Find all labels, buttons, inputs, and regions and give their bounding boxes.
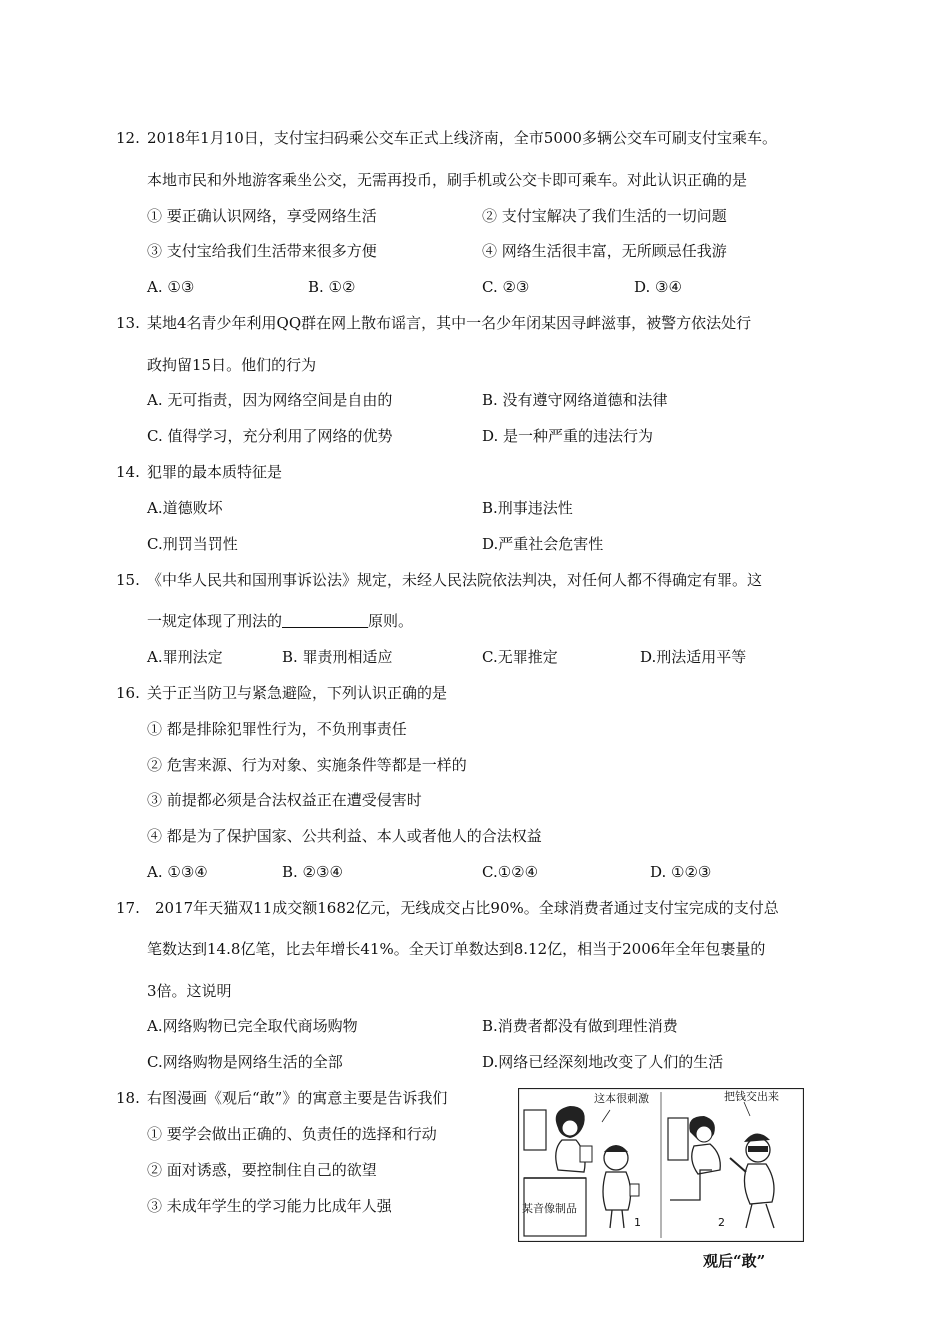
q15-option-d: D.刑法适用平等	[640, 648, 747, 666]
panel-number-2: 2	[718, 1216, 725, 1229]
q12-stem-line1: 2018年1月10日，支付宝扫码乘公交车正式上线济南，全市5000多辆公交车可刷支付宝乘车。	[147, 129, 777, 147]
q16-option-b: B. ②③④	[282, 863, 343, 881]
q15-stem-line1: 《中华人民共和国刑事诉讼法》规定，未经人民法院依法判决，对任何人都不得确定有罪。这	[147, 571, 763, 589]
q12-option-b: B. ①②	[308, 278, 356, 296]
q12-option-a: A. ①③	[147, 278, 195, 296]
q13-option-b: B. 没有遵守网络道德和法律	[482, 391, 668, 409]
q18-statement-1: ① 要学会做出正确的、负责任的选择和行动	[147, 1125, 437, 1143]
panel-number-1: 1	[634, 1216, 641, 1229]
cartoon-caption: 观后“敢”	[703, 1252, 766, 1270]
q18-statement-2: ② 面对诱惑，要控制住自己的欲望	[147, 1161, 377, 1179]
q14-option-d: D.严重社会危害性	[482, 535, 604, 553]
q16-number: 16.	[116, 684, 140, 702]
q17-number: 17.	[116, 899, 140, 917]
q12-statement-4: ④ 网络生活很丰富，无所顾忌任我游	[482, 242, 727, 260]
q12-option-c: C. ②③	[482, 278, 530, 296]
q16-stem: 关于正当防卫与紧急避险，下列认识正确的是	[147, 684, 448, 702]
q12-option-d: D. ③④	[634, 278, 682, 296]
q17-option-c: C.网络购物是网络生活的全部	[147, 1053, 343, 1071]
q15-number: 15.	[116, 571, 140, 589]
q16-statement-1: ① 都是排除犯罪性行为，不负刑事责任	[147, 720, 407, 738]
q13-option-a: A. 无可指责，因为网络空间是自由的	[147, 391, 393, 409]
q13-option-d: D. 是一种严重的违法行为	[482, 427, 654, 445]
q12-stem-line2: 本地市民和外地游客乘坐公交，无需再投币，刷手机或公交卡即可乘车。对此认识正确的是	[147, 171, 748, 189]
q12-number: 12.	[116, 129, 140, 147]
fill-in-blank	[282, 613, 368, 628]
q14-number: 14.	[116, 463, 140, 481]
q16-statement-2: ② 危害来源、行为对象、实施条件等都是一样的	[147, 756, 467, 774]
q17-stem-line2: 笔数达到14.8亿笔，比去年增长41%。全天订单数达到8.12亿，相当于2006年全年包裹量的	[147, 940, 766, 958]
q16-option-a: A. ①③④	[147, 863, 208, 881]
q16-option-c: C.①②④	[482, 863, 539, 881]
q12-statement-3: ③ 支付宝给我们生活带来很多方便	[147, 242, 377, 260]
q17-stem-line3: 3倍。这说明	[147, 982, 232, 1000]
shop-sign: 某音像制品	[522, 1202, 577, 1215]
q18-statement-3: ③ 未成年学生的学习能力比成年人强	[147, 1197, 392, 1215]
q15-stem-line2-after: 原则。	[368, 612, 414, 630]
q15-stem-line2-before: 一规定体现了刑法的	[147, 612, 283, 630]
q15-option-a: A.罪刑法定	[147, 648, 223, 666]
q14-option-a: A.道德败坏	[147, 499, 223, 517]
q14-stem: 犯罪的最本质特征是	[147, 463, 283, 481]
cartoon-illustration	[518, 1088, 804, 1242]
q12-statement-2: ② 支付宝解决了我们生活的一切问题	[482, 207, 727, 225]
q14-option-b: B.刑事违法性	[482, 499, 573, 517]
q16-statement-4: ④ 都是为了保护国家、公共利益、本人或者他人的合法权益	[147, 827, 542, 845]
q16-option-d: D. ①②③	[650, 863, 712, 881]
q16-statement-3: ③ 前提都必须是合法权益正在遭受侵害时	[147, 791, 422, 809]
q12-statement-1: ① 要正确认识网络，享受网络生活	[147, 207, 377, 225]
q15-option-c: C.无罪推定	[482, 648, 558, 666]
q17-option-b: B.消费者都没有做到理性消费	[482, 1017, 678, 1035]
q15-stem-line2	[147, 611, 413, 631]
q13-number: 13.	[116, 314, 140, 332]
q17-option-a: A.网络购物已完全取代商场购物	[147, 1017, 358, 1035]
q13-option-c: C. 值得学习，充分利用了网络的优势	[147, 427, 393, 445]
q13-stem-line2: 政拘留15日。他们的行为	[147, 356, 317, 374]
q17-option-d: D.网络已经深刻地改变了人们的生活	[482, 1053, 724, 1071]
q13-stem-line1: 某地4名青少年利用QQ群在网上散布谣言，其中一名少年闭某因寻衅滋事，被警方依法处行	[147, 314, 752, 332]
bubble-text-1: 这本很刺激	[594, 1092, 649, 1105]
q18-stem: 右图漫画《观后“敢”》的寓意主要是告诉我们	[147, 1089, 448, 1107]
q15-option-b: B. 罪责刑相适应	[282, 648, 393, 666]
q14-option-c: C.刑罚当罚性	[147, 535, 238, 553]
bubble-text-2: 把钱交出来	[724, 1090, 779, 1103]
q18-number: 18.	[116, 1089, 140, 1107]
q17-stem-line1: 2017年天猫双11成交额1682亿元，无线成交占比90%。全球消费者通过支付宝完成的支付总	[155, 899, 779, 917]
